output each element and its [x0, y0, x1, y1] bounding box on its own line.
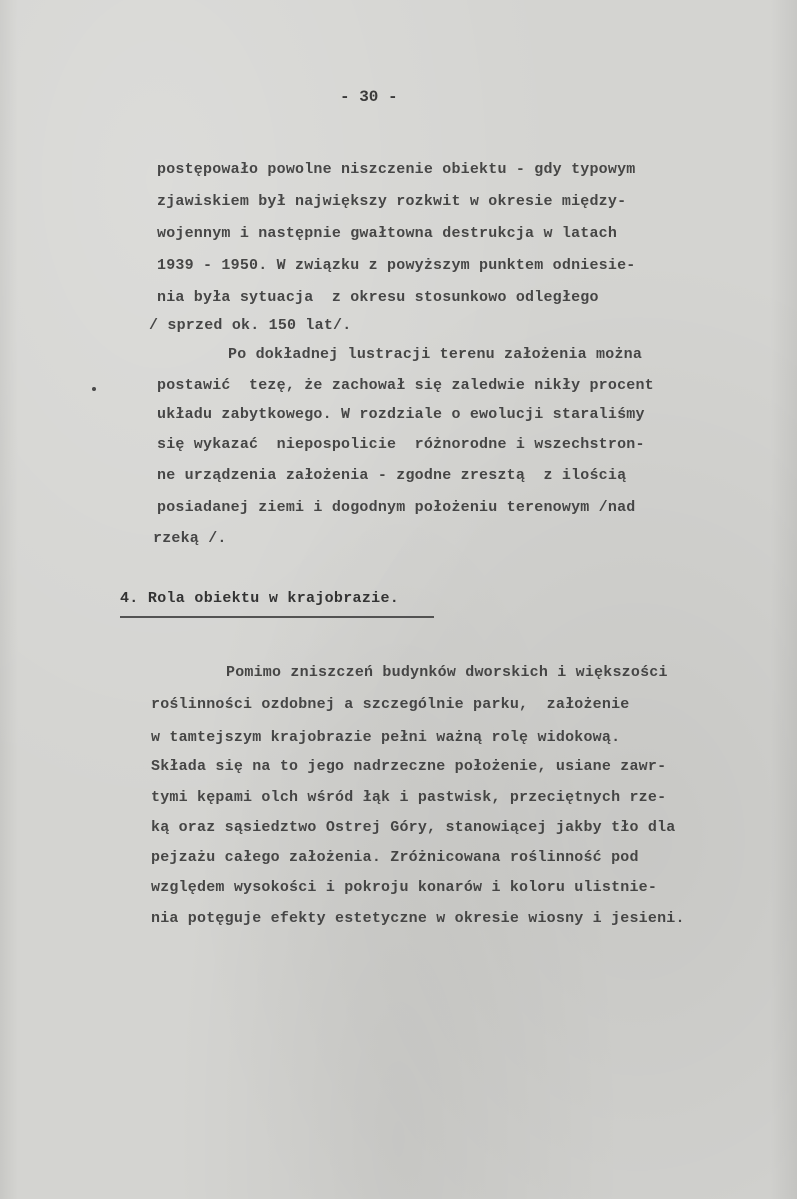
text-line: tymi kępami olch wśród łąk i pastwisk, przeciętnych rze- — [151, 789, 667, 806]
text-line: względem wysokości i pokroju konarów i koloru ulistnie- — [151, 879, 658, 896]
text-line: nia była sytuacja z okresu stosunkowo odległego — [157, 289, 599, 306]
text-line: posiadanej ziemi i dogodnym położeniu terenowym /nad — [157, 499, 636, 516]
text-line: Składa się na to jego nadrzeczne położenie, usiane zawr- — [151, 758, 667, 775]
text-line: rzeką /. — [153, 530, 227, 547]
text-line: / sprzed ok. 150 lat/. — [149, 317, 352, 334]
text-line: wojennym i następnie gwałtowna destrukcja w latach — [157, 225, 618, 242]
text-line: układu zabytkowego. W rozdziale o ewolucji staraliśmy — [157, 406, 645, 423]
heading-underline — [120, 616, 434, 618]
text-line: postępowało powolne niszczenie obiektu - gdy typowym — [157, 161, 636, 178]
section-heading: 4. Rola obiektu w krajobrazie. — [120, 590, 400, 607]
text-line: Pomimo zniszczeń budynków dworskich i większości — [226, 664, 668, 681]
text-line: nia potęguje efekty estetyczne w okresie wiosny i jesieni. — [151, 910, 685, 927]
text-line: się wykazać niepospolicie różnorodne i wszechstron- — [157, 436, 645, 453]
text-line: zjawiskiem był największy rozkwit w okresie między- — [157, 193, 627, 210]
margin-mark — [92, 387, 96, 391]
text-line: w tamtejszym krajobrazie pełni ważną rolę widokową. — [151, 729, 621, 746]
page-number: - 30 - — [340, 88, 398, 106]
text-line: postawić tezę, że zachował się zaledwie nikły procent — [157, 377, 654, 394]
text-line: ne urządzenia założenia - zgodne zresztą z ilością — [157, 467, 627, 484]
text-line: ką oraz sąsiedztwo Ostrej Góry, stanowiącej jakby tło dla — [151, 819, 676, 836]
text-line: 1939 - 1950. W związku z powyższym punktem odniesie- — [157, 257, 636, 274]
text-line: roślinności ozdobnej a szczególnie parku, założenie — [151, 696, 630, 713]
text-line: pejzażu całego założenia. Zróżnicowana roślinność pod — [151, 849, 639, 866]
text-line: Po dokładnej lustracji terenu założenia można — [228, 346, 643, 363]
